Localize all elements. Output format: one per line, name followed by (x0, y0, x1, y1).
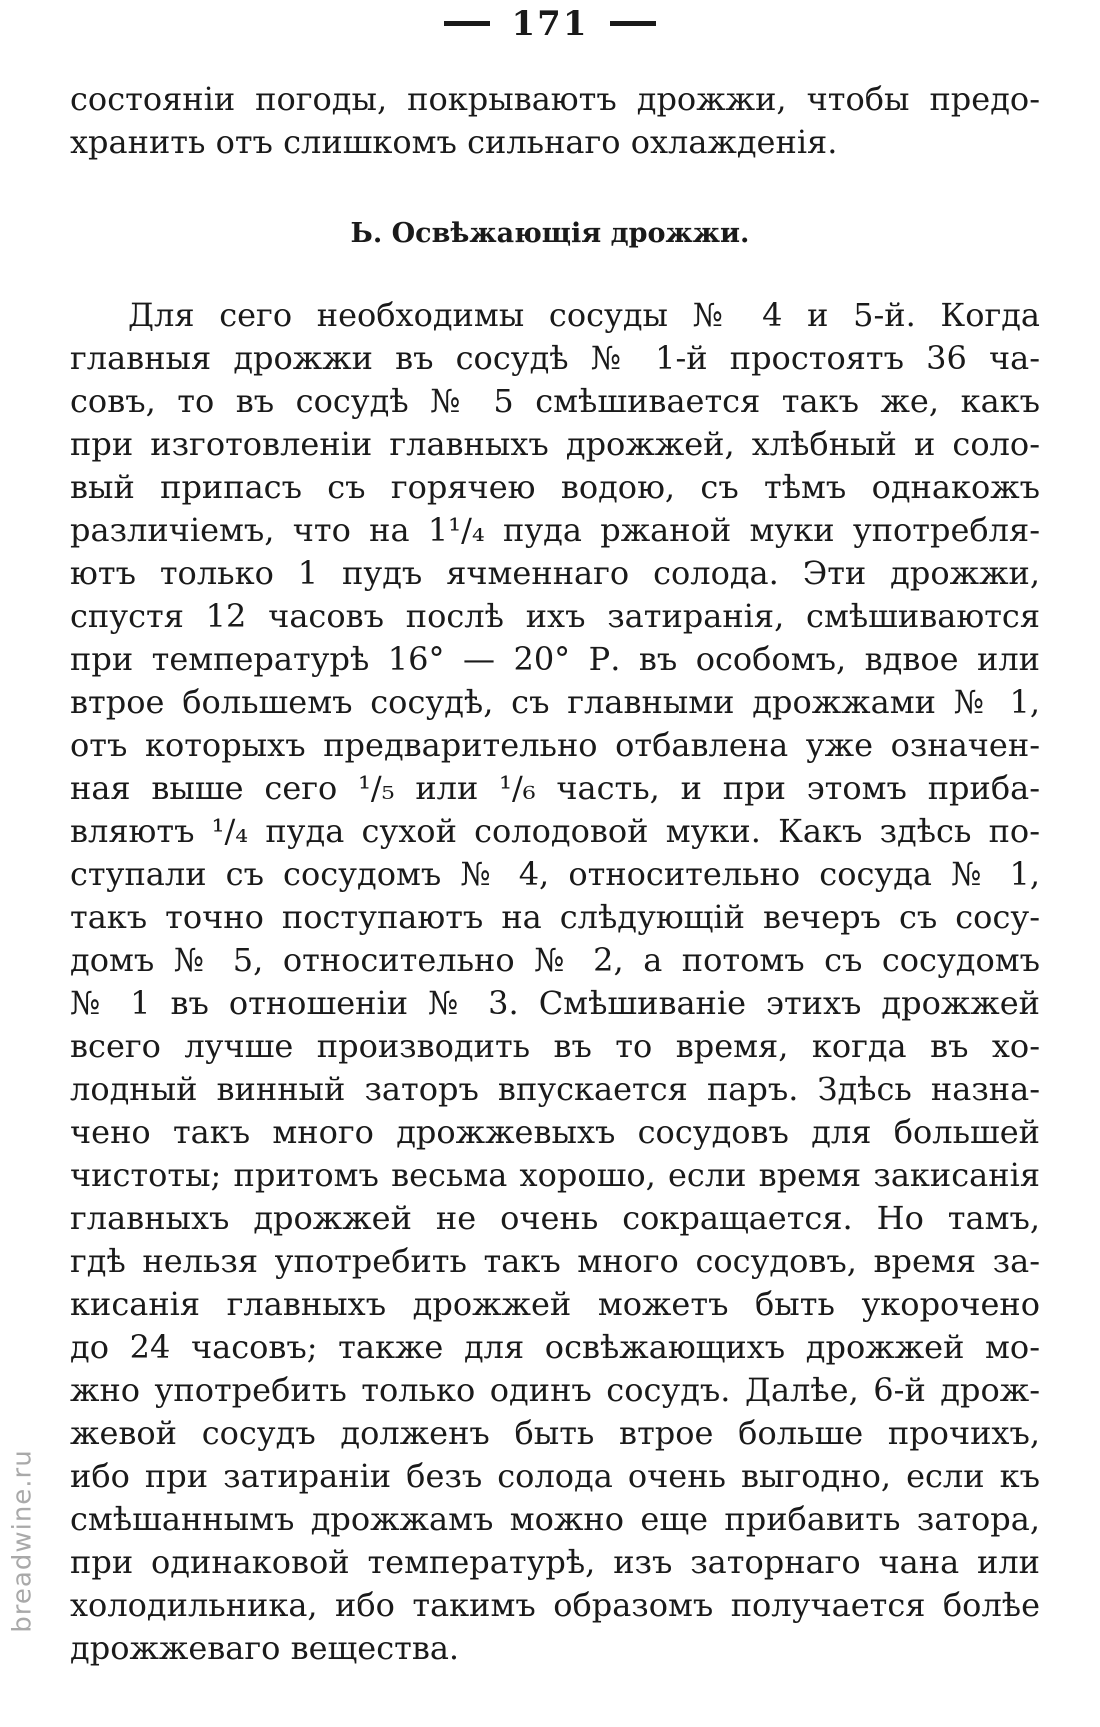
body-line: такъ точно поступаютъ на слѣдующiй вечеръ съ сосу- (70, 898, 1040, 936)
body-paragraph (70, 294, 1040, 1670)
body-line: смѣшаннымъ дрожжамъ можно еще прибавить затора, (70, 1500, 1040, 1538)
body-line: при температурѣ 16° — 20° Р. въ особомъ, вдвое или (70, 640, 1040, 678)
body-line: втрое большемъ сосудѣ, съ главными дрожжами № 1, (70, 683, 1040, 721)
body-line: отъ которыхъ предварительно отбавлена уже означен- (70, 726, 1040, 764)
page-number: 171 (511, 4, 589, 44)
intro-paragraph (70, 78, 1040, 164)
body-line: при изготовленiи главныхъ дрожжей, хлѣбный и соло- (70, 425, 1040, 463)
body-line: ступали съ сосудомъ № 4, относительно сосуда № 1, (70, 855, 1040, 893)
watermark (4, 1356, 42, 1726)
body-line: чено такъ много дрожжевыхъ сосудовъ для большей (70, 1113, 1040, 1151)
body-line: вляютъ ¹/₄ пуда сухой солодовой муки. Какъ здѣсь по- (70, 812, 1040, 850)
body-line: ютъ только 1 пудъ ячменнаго солода. Эти дрожжи, (70, 554, 1040, 592)
body-line: домъ № 5, относительно № 2, а потомъ съ сосудомъ (70, 941, 1040, 979)
header-right-dash (610, 21, 656, 26)
intro-line: хранить отъ слишкомъ сильнаго охлажденiя. (70, 123, 838, 161)
section-heading: Ь. Освѣжающiя дрожжи. (350, 218, 750, 249)
intro-line: состоянiи погоды, покрываютъ дрожжи, чтобы предо- (70, 80, 1040, 118)
body-line: холодильника, ибо такимъ образомъ получается болѣе (70, 1586, 1040, 1624)
body-line: Для сего необходимы сосуды № 4 и 5-й. Когда (128, 296, 1040, 334)
body-line: ная выше сего ¹/₅ или ¹/₆ часть, и при этомъ приба- (70, 769, 1040, 807)
body-line: вый припасъ съ горячею водою, съ тѣмъ однакожъ (70, 468, 1040, 506)
body-line: кисанiя главныхъ дрожжей можетъ быть укорочено (70, 1285, 1040, 1323)
body-line: главныя дрожжи въ сосудѣ № 1-й простоятъ 36 ча- (70, 339, 1040, 377)
body-line: чистоты; притомъ весьма хорошо, если время закисанiя (70, 1156, 1040, 1194)
body-line: главныхъ дрожжей не очень сокращается. Но тамъ, (70, 1199, 1040, 1237)
body-line: совъ, то въ сосудѣ № 5 смѣшивается такъ же, какъ (70, 382, 1040, 420)
body-line: жно употребить только одинъ сосудъ. Далѣе, 6-й дрож- (70, 1371, 1040, 1409)
body-line: гдѣ нельзя употребить такъ много сосудовъ, время за- (70, 1242, 1040, 1280)
body-line: жевой сосудъ долженъ быть втрое больше прочихъ, (70, 1414, 1040, 1452)
body-line: при одинаковой температурѣ, изъ заторнаго чана или (70, 1543, 1040, 1581)
body-line: ибо при затиранiи безъ солода очень выгодно, если къ (70, 1457, 1040, 1495)
watermark-text: breadwine.ru (8, 1449, 39, 1633)
page-number-header (0, 4, 1100, 44)
body-line: дрожжеваго вещества. (70, 1629, 460, 1667)
body-line: до 24 часовъ; также для освѣжающихъ дрожжей мо- (70, 1328, 1040, 1366)
body-line: № 1 въ отношенiи № 3. Смѣшиванiе этихъ дрожжей (70, 984, 1040, 1022)
body-line: спустя 12 часовъ послѣ ихъ затиранiя, смѣшиваются (70, 597, 1040, 635)
body-line: различiемъ, что на 1¹/₄ пуда ржаной муки употребля- (70, 511, 1040, 549)
body-line: лодный винный заторъ впускается паръ. Здѣсь назна- (70, 1070, 1040, 1108)
body-line: всего лучше производить въ то время, когда въ хо- (70, 1027, 1040, 1065)
header-left-dash (444, 21, 490, 26)
